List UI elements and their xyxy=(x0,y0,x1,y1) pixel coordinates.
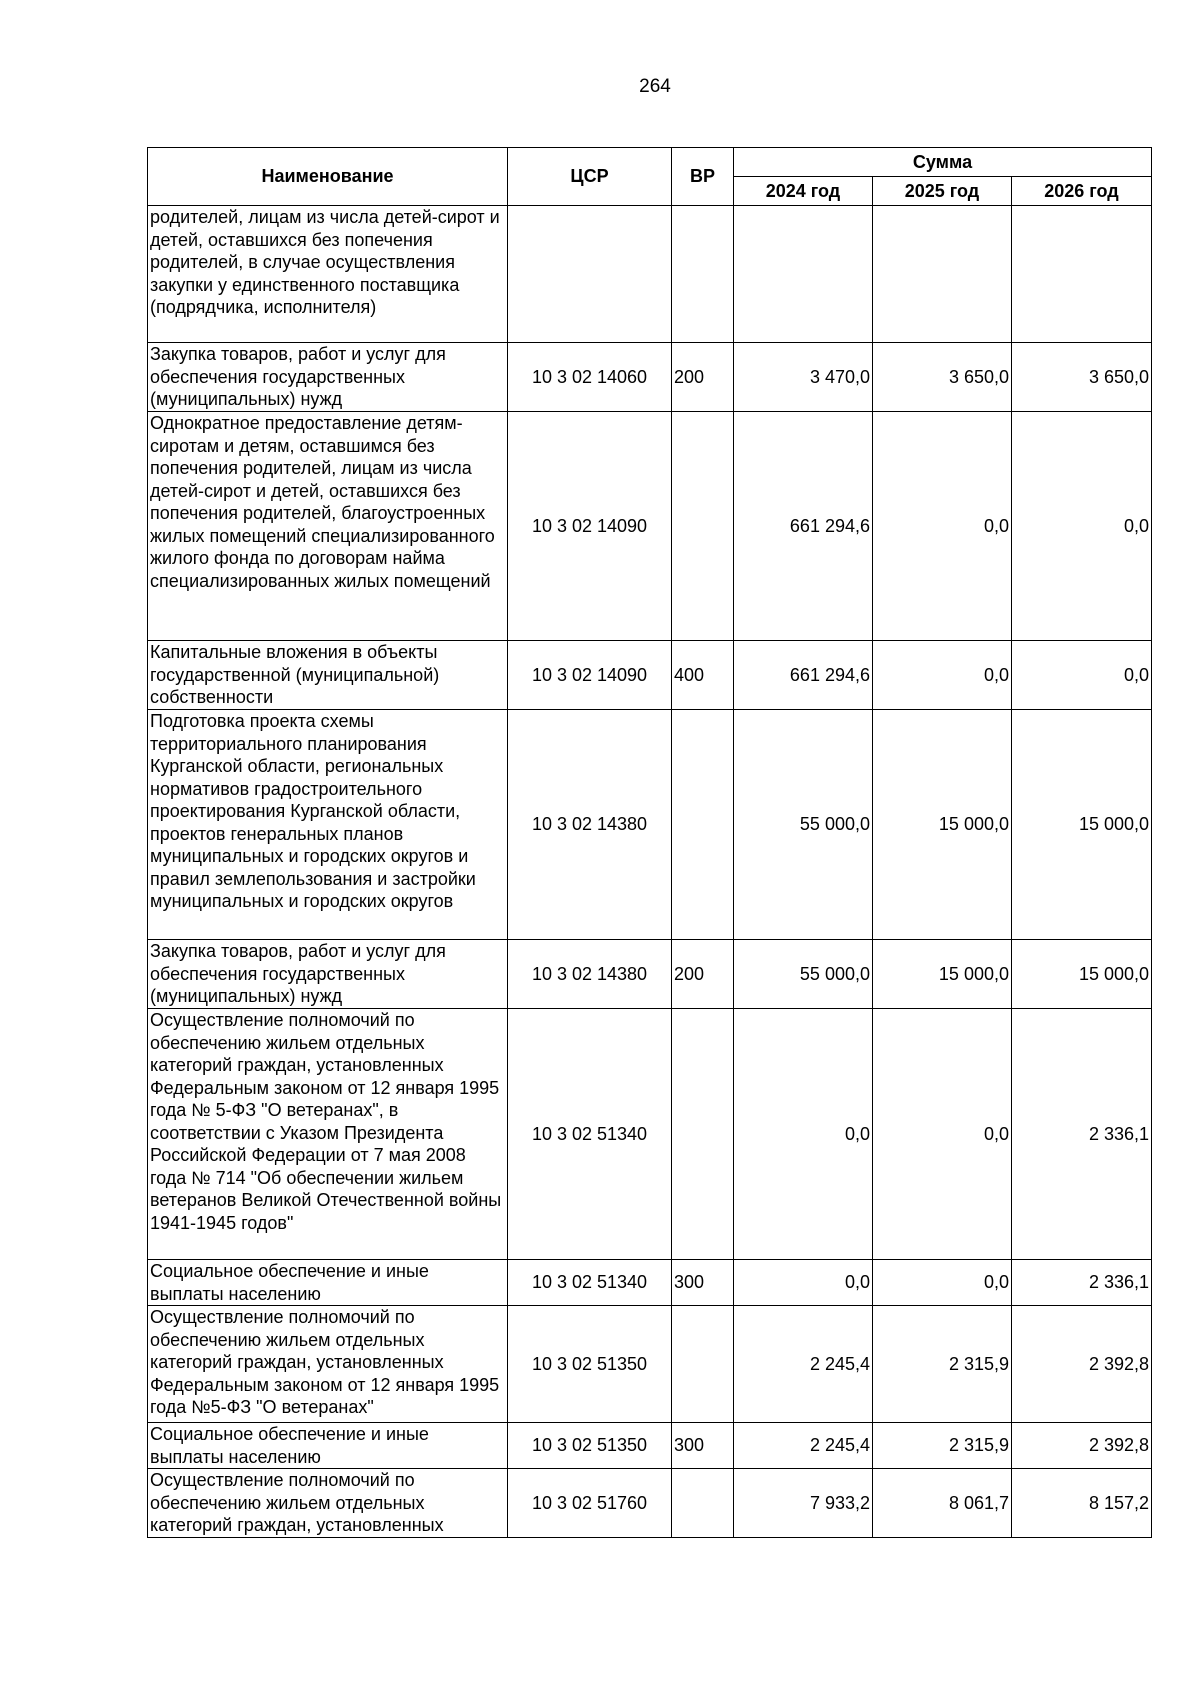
row-csr: 10 3 02 51350 xyxy=(508,1306,672,1423)
row-2024: 7 933,2 xyxy=(734,1469,873,1538)
row-2024: 3 470,0 xyxy=(734,343,873,412)
table-row xyxy=(148,1009,1152,1260)
table-row xyxy=(148,1260,1152,1306)
table-header xyxy=(148,148,1152,206)
row-name: родителей, лицам из числа детей-сирот и детей, оставшихся без попечения родителей, в случае осуществления закупки у единственного поставщика (подрядчика, исполнителя) xyxy=(148,206,508,343)
row-csr: 10 3 02 14090 xyxy=(508,412,672,641)
row-name: Социальное обеспечение и иные выплаты населению xyxy=(148,1260,508,1306)
row-2025: 3 650,0 xyxy=(873,343,1012,412)
row-2026: 2 336,1 xyxy=(1012,1260,1152,1306)
row-2025: 2 315,9 xyxy=(873,1423,1012,1469)
row-2024: 661 294,6 xyxy=(734,641,873,710)
table-row xyxy=(148,940,1152,1009)
row-2025: 8 061,7 xyxy=(873,1469,1012,1538)
row-name: Однократное предоставление детям-сиротам и детям, оставшимся без попечения родителей, лицам из числа детей-сирот и детей, оставшихся без попечения родителей, благоустроенных жилых помещений специализированного жилого фонда по договорам найма специализированных жилых помещений xyxy=(148,412,508,641)
header-2024: 2024 год xyxy=(734,177,873,206)
row-name: Осуществление полномочий по обеспечению жильем отдельных категорий граждан, установленных xyxy=(148,1469,508,1538)
row-2026: 3 650,0 xyxy=(1012,343,1152,412)
row-2024 xyxy=(734,206,873,343)
header-vr: ВР xyxy=(672,148,734,206)
row-2025: 15 000,0 xyxy=(873,940,1012,1009)
row-vr: 300 xyxy=(672,1423,734,1469)
row-vr xyxy=(672,1306,734,1423)
header-csr: ЦСР xyxy=(508,148,672,206)
row-2024: 0,0 xyxy=(734,1260,873,1306)
row-csr: 10 3 02 14380 xyxy=(508,710,672,940)
row-vr: 400 xyxy=(672,641,734,710)
row-2026: 2 392,8 xyxy=(1012,1423,1152,1469)
row-name: Осуществление полномочий по обеспечению жильем отдельных категорий граждан, установленных Федеральным законом от 12 января 1995 года № 5-ФЗ "О ветеранах", в соответствии с Указом Президента Российской Федерации от 7 мая 2008 года № 714 "Об обеспечении жильем ветеранов Великой Отечественной войны 1941-1945 годов" xyxy=(148,1009,508,1260)
row-vr: 200 xyxy=(672,940,734,1009)
row-vr xyxy=(672,412,734,641)
row-2026: 2 336,1 xyxy=(1012,1009,1152,1260)
table-row xyxy=(148,710,1152,940)
table-row xyxy=(148,1423,1152,1469)
row-vr xyxy=(672,206,734,343)
table-row xyxy=(148,343,1152,412)
row-2024: 55 000,0 xyxy=(734,940,873,1009)
row-2025 xyxy=(873,206,1012,343)
row-2025: 15 000,0 xyxy=(873,710,1012,940)
row-2024: 55 000,0 xyxy=(734,710,873,940)
row-name: Закупка товаров, работ и услуг для обеспечения государственных (муниципальных) нужд xyxy=(148,343,508,412)
row-2025: 2 315,9 xyxy=(873,1306,1012,1423)
row-2026: 0,0 xyxy=(1012,641,1152,710)
page-number: 264 xyxy=(639,76,671,97)
row-2025: 0,0 xyxy=(873,1260,1012,1306)
row-name: Подготовка проекта схемы территориального планирования Курганской области, региональных нормативов градостроительного проектирования Курганской области, проектов генеральных планов муниципальных и городских округов и правил землепользования и застройки муниципальных и городских округов xyxy=(148,710,508,940)
header-2026: 2026 год xyxy=(1012,177,1152,206)
row-2026: 2 392,8 xyxy=(1012,1306,1152,1423)
row-2024: 0,0 xyxy=(734,1009,873,1260)
row-csr: 10 3 02 14060 xyxy=(508,343,672,412)
row-2026: 15 000,0 xyxy=(1012,940,1152,1009)
row-2025: 0,0 xyxy=(873,412,1012,641)
row-csr: 10 3 02 51340 xyxy=(508,1009,672,1260)
header-2025: 2025 год xyxy=(873,177,1012,206)
row-csr: 10 3 02 51340 xyxy=(508,1260,672,1306)
row-vr xyxy=(672,710,734,940)
row-2024: 2 245,4 xyxy=(734,1423,873,1469)
row-csr: 10 3 02 51760 xyxy=(508,1469,672,1538)
budget-table xyxy=(147,147,1152,1538)
row-csr: 10 3 02 14090 xyxy=(508,641,672,710)
table-row xyxy=(148,641,1152,710)
row-2024: 2 245,4 xyxy=(734,1306,873,1423)
row-2026 xyxy=(1012,206,1152,343)
row-name: Социальное обеспечение и иные выплаты населению xyxy=(148,1423,508,1469)
row-2024: 661 294,6 xyxy=(734,412,873,641)
table-row xyxy=(148,412,1152,641)
row-2025: 0,0 xyxy=(873,641,1012,710)
row-2025: 0,0 xyxy=(873,1009,1012,1260)
row-name: Капитальные вложения в объекты государственной (муниципальной) собственности xyxy=(148,641,508,710)
row-vr xyxy=(672,1469,734,1538)
row-vr: 200 xyxy=(672,343,734,412)
row-csr xyxy=(508,206,672,343)
header-sum: Сумма xyxy=(734,148,1152,177)
row-2026: 0,0 xyxy=(1012,412,1152,641)
row-vr: 300 xyxy=(672,1260,734,1306)
row-name: Закупка товаров, работ и услуг для обеспечения государственных (муниципальных) нужд xyxy=(148,940,508,1009)
row-2026: 8 157,2 xyxy=(1012,1469,1152,1538)
header-name: Наименование xyxy=(148,148,508,206)
row-2026: 15 000,0 xyxy=(1012,710,1152,940)
table-row xyxy=(148,206,1152,343)
row-name: Осуществление полномочий по обеспечению жильем отдельных категорий граждан, установленных Федеральным законом от 12 января 1995 года №5-ФЗ "О ветеранах" xyxy=(148,1306,508,1423)
row-csr: 10 3 02 51350 xyxy=(508,1423,672,1469)
table-row xyxy=(148,1306,1152,1423)
row-csr: 10 3 02 14380 xyxy=(508,940,672,1009)
row-vr xyxy=(672,1009,734,1260)
table-row xyxy=(148,1469,1152,1538)
